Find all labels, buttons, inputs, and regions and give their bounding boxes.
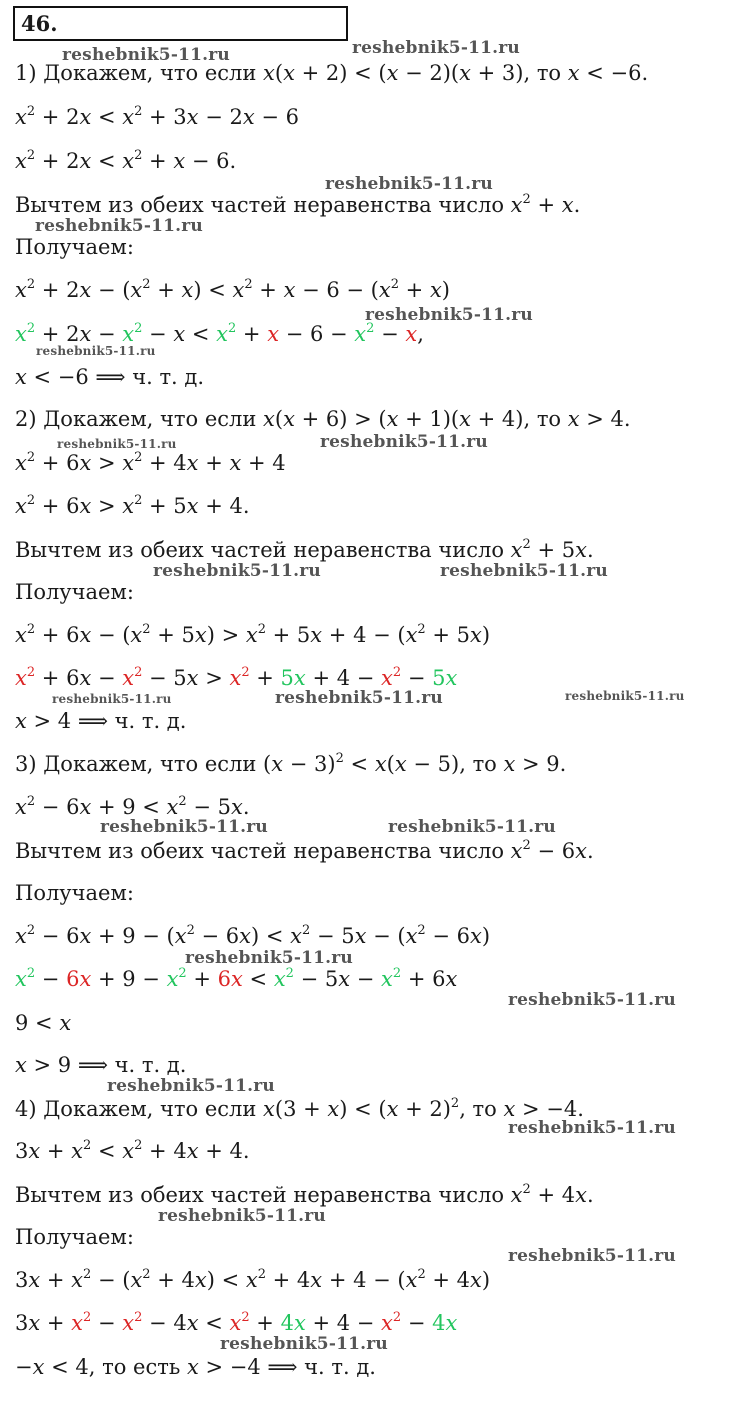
part2-step2: $x^2 + 6x > x^2 + 5x + 4$. bbox=[15, 493, 250, 518]
watermark: reshebnik5-11.ru bbox=[35, 216, 203, 236]
part1-step2: $x^2 + 2x < x^2 + x - 6$. bbox=[15, 148, 237, 173]
watermark: reshebnik5-11.ru bbox=[365, 305, 533, 325]
part1-statement: 1) Докажем, что если x(x + 2) < (x − 2)(x + 3), то x < −6. bbox=[15, 61, 649, 85]
part4-step1: $3x + x^2 < x^2 + 4x + 4$. bbox=[15, 1138, 250, 1163]
part2-step3: $x^2 + 6x - (x^2 + 5x) > x^2 + 5x + 4 - (x^2 + 5x)$ bbox=[15, 622, 491, 647]
part4-result: −x < 4, то есть x > −4 ⟹ ч. т. д. bbox=[15, 1355, 376, 1379]
watermark: reshebnik5-11.ru bbox=[352, 38, 520, 58]
watermark: reshebnik5-11.ru bbox=[57, 437, 177, 451]
watermark: reshebnik5-11.ru bbox=[100, 817, 268, 837]
watermark: reshebnik5-11.ru bbox=[565, 689, 685, 703]
part1-step4: $x^2 + 2x - x^2 - x < x^2 + x - 6 - x^2 - x$, bbox=[15, 321, 424, 346]
part2-result: x > 4 ⟹ ч. т. д. bbox=[15, 709, 187, 733]
watermark: reshebnik5-11.ru bbox=[508, 990, 676, 1010]
part2-got: Получаем: bbox=[15, 580, 134, 604]
watermark: reshebnik5-11.ru bbox=[508, 1118, 676, 1138]
part1-subtract: Вычтем из обеих частей неравенства число $x^2 + x$. bbox=[15, 192, 581, 217]
watermark: reshebnik5-11.ru bbox=[388, 817, 556, 837]
part4-subtract: Вычтем из обеих частей неравенства число $x^2 + 4x$. bbox=[15, 1182, 594, 1207]
watermark: reshebnik5-11.ru bbox=[275, 688, 443, 708]
watermark: reshebnik5-11.ru bbox=[36, 344, 156, 358]
watermark: reshebnik5-11.ru bbox=[325, 174, 493, 194]
part1-step1: $x^2 + 2x < x^2 + 3x - 2x - 6$ bbox=[15, 104, 299, 129]
part3-step2: $x^2 - 6x + 9 - (x^2 - 6x) < x^2 - 5x - (x^2 - 6x)$ bbox=[15, 923, 491, 948]
part1-result: x < −6 ⟹ ч. т. д. bbox=[15, 365, 205, 389]
part4-step3: $3x + x^2 - x^2 - 4x < x^2 + 4x + 4 - x^2 - 4x$ bbox=[15, 1310, 458, 1335]
part1-step3: $x^2 + 2x - (x^2 + x) < x^2 + x - 6 - (x^2 + x)$ bbox=[15, 277, 450, 302]
part1-got: Получаем: bbox=[15, 235, 134, 259]
part2-step4: $x^2 + 6x - x^2 - 5x > x^2 + 5x + 4 - x^2 - 5x$ bbox=[15, 665, 458, 690]
part4-statement: 4) Докажем, что если $x(3 + x) < (x + 2)^2$, то x > −4. bbox=[15, 1096, 584, 1121]
problem-number-box bbox=[13, 6, 348, 41]
part3-statement: 3) Докажем, что если $(x - 3)^2 < x(x - 5)$, то x > 9. bbox=[15, 751, 567, 776]
part4-got: Получаем: bbox=[15, 1225, 134, 1249]
watermark: reshebnik5-11.ru bbox=[508, 1246, 676, 1266]
watermark: reshebnik5-11.ru bbox=[107, 1076, 275, 1096]
part3-subtract: Вычтем из обеих частей неравенства число $x^2 - 6x$. bbox=[15, 838, 594, 863]
watermark: reshebnik5-11.ru bbox=[320, 432, 488, 452]
part2-step1: $x^2 + 6x > x^2 + 4x + x + 4$ bbox=[15, 450, 286, 475]
watermark: reshebnik5-11.ru bbox=[440, 561, 608, 581]
watermark: reshebnik5-11.ru bbox=[62, 45, 230, 65]
part2-subtract: Вычтем из обеих частей неравенства число $x^2 + 5x$. bbox=[15, 537, 594, 562]
part3-step1: $x^2 - 6x + 9 < x^2 - 5x$. bbox=[15, 794, 250, 819]
watermark: reshebnik5-11.ru bbox=[153, 561, 321, 581]
part3-step3: $x^2 - 6x + 9 - x^2 + 6x < x^2 - 5x - x^2 + 6x$ bbox=[15, 966, 458, 991]
watermark: reshebnik5-11.ru bbox=[52, 692, 172, 706]
part2-statement: 2) Докажем, что если x(x + 6) > (x + 1)(x + 4), то x > 4. bbox=[15, 407, 631, 431]
part3-got: Получаем: bbox=[15, 881, 134, 905]
watermark: reshebnik5-11.ru bbox=[185, 948, 353, 968]
watermark: reshebnik5-11.ru bbox=[158, 1206, 326, 1226]
watermark: reshebnik5-11.ru bbox=[220, 1334, 388, 1354]
part3-result: x > 9 ⟹ ч. т. д. bbox=[15, 1053, 187, 1077]
part3-step4: 9 < x bbox=[15, 1011, 72, 1035]
part4-step2: $3x + x^2 - (x^2 + 4x) < x^2 + 4x + 4 - (x^2 + 4x)$ bbox=[15, 1267, 491, 1292]
problem-number: 46. bbox=[21, 11, 58, 36]
